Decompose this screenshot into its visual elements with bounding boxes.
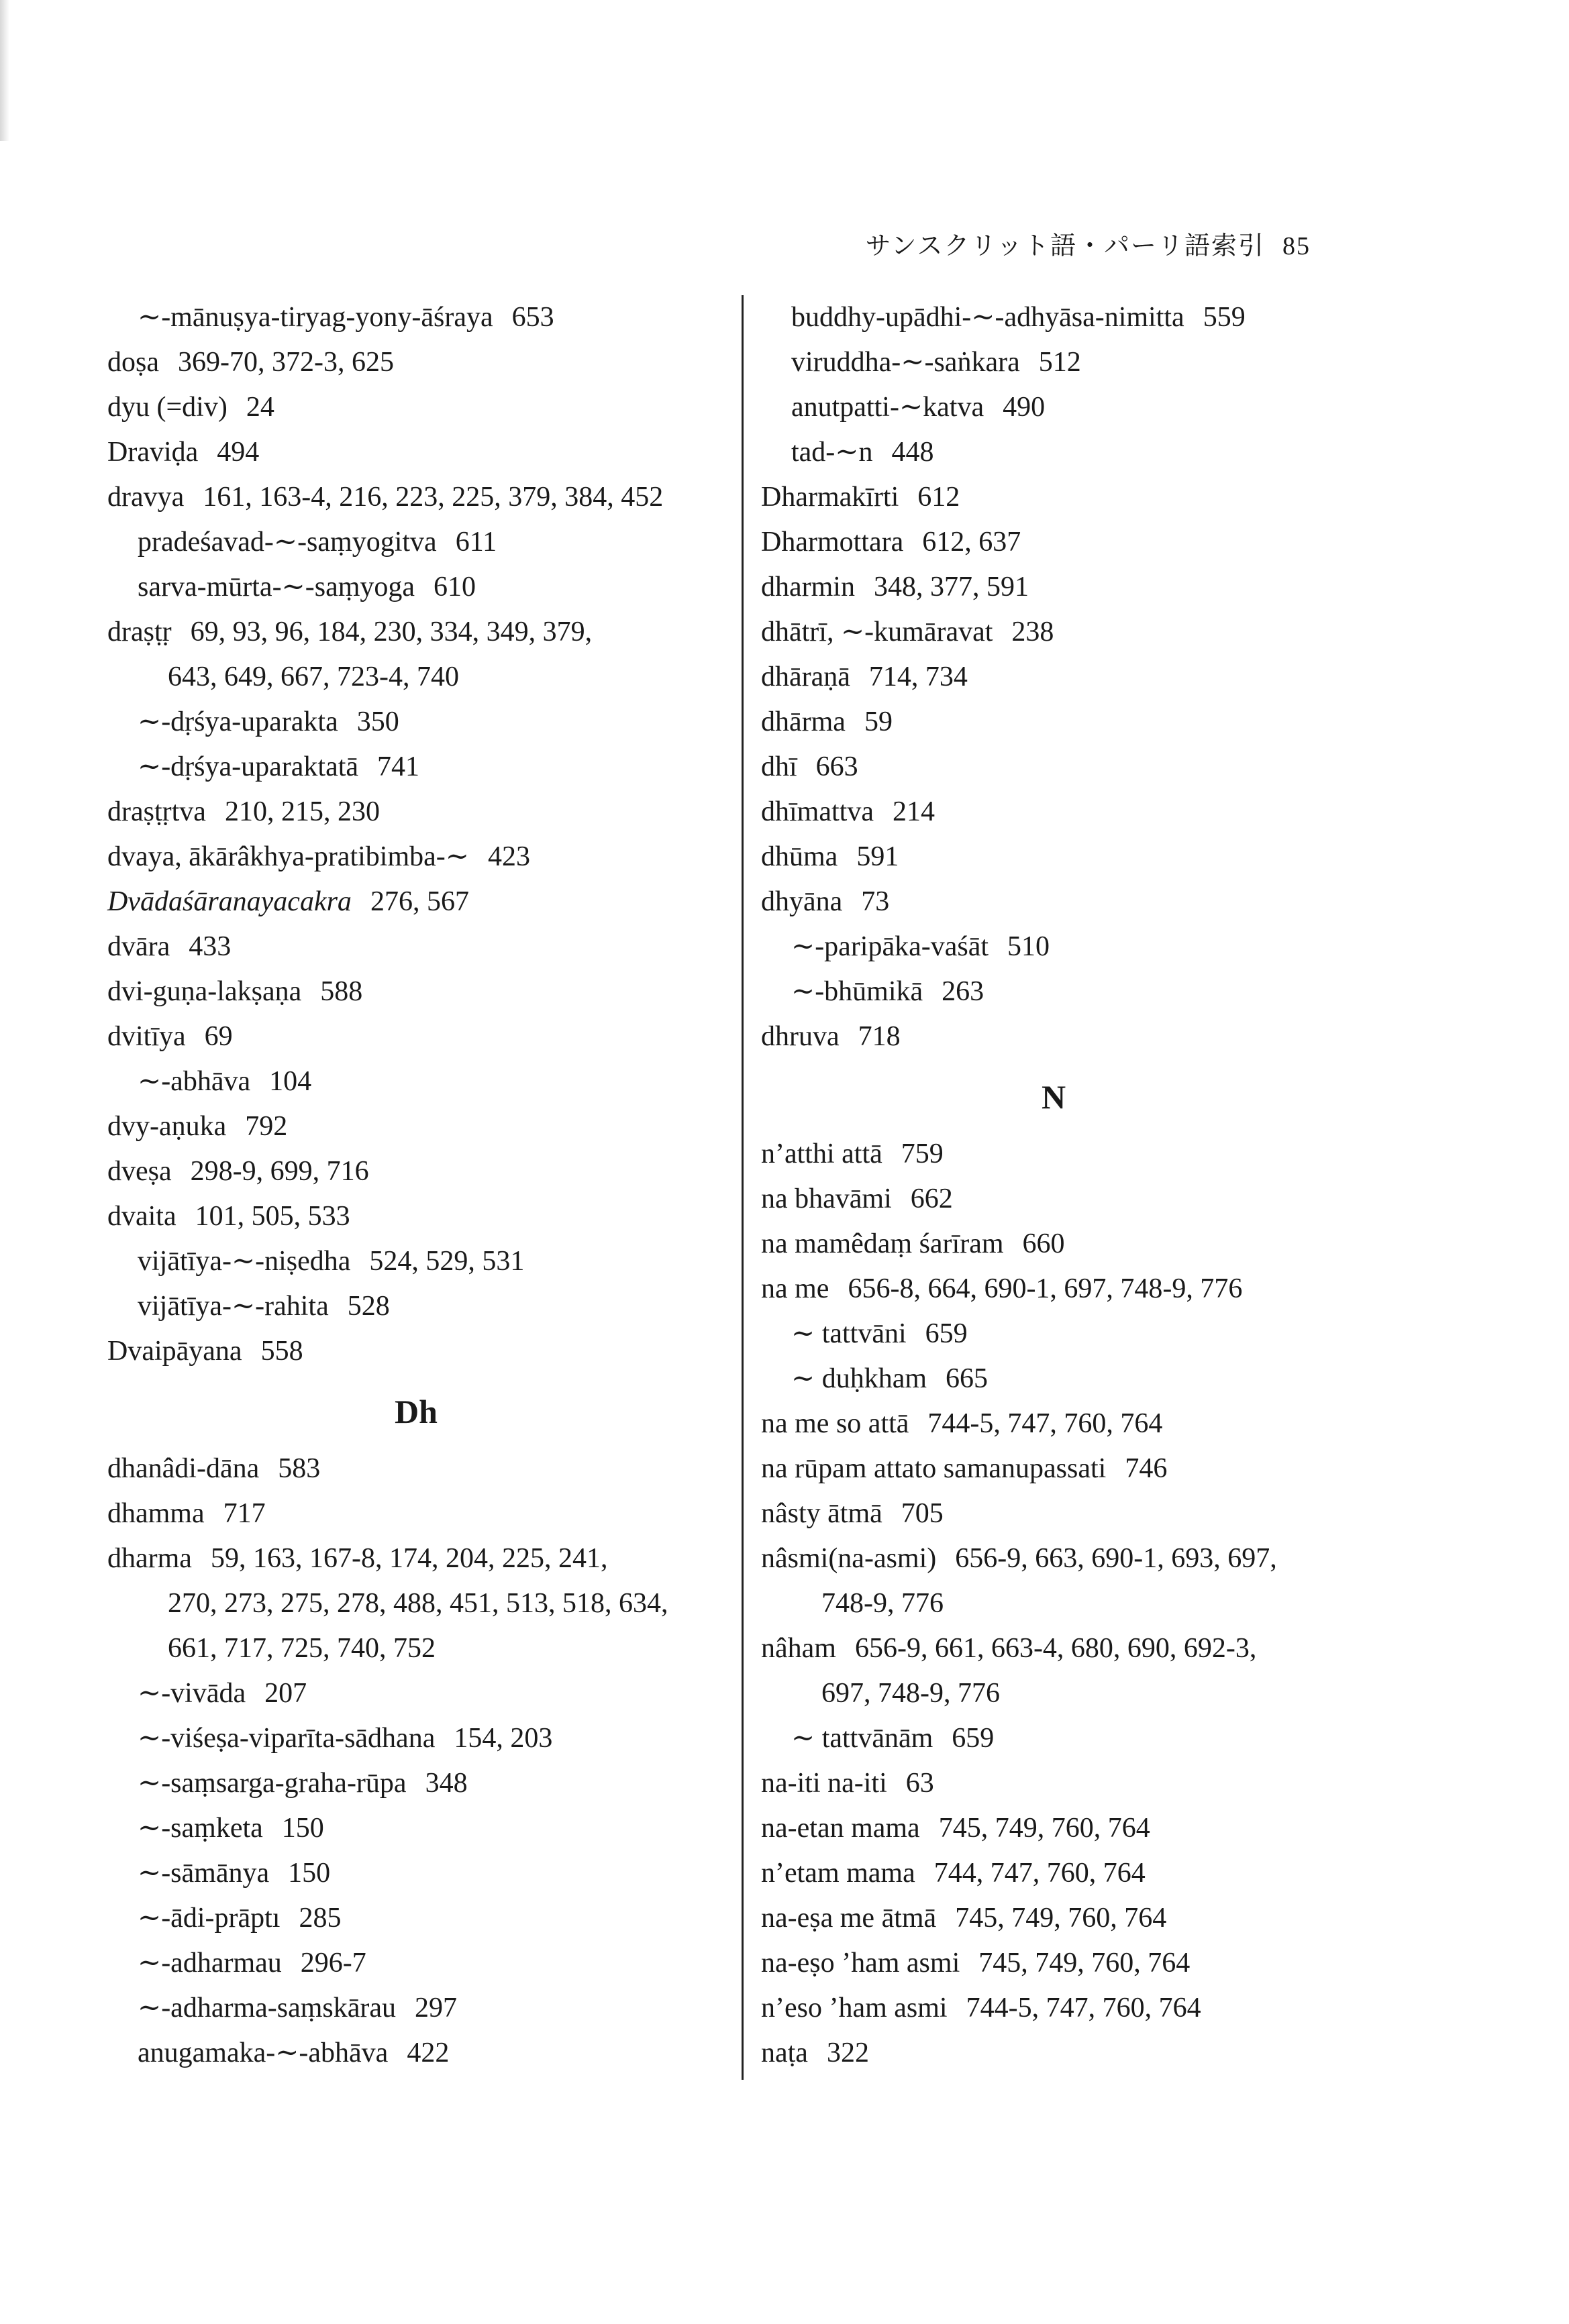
right-index-column [742,295,1348,2080]
index-term: na bhavāmi [761,1183,892,1214]
index-entry [761,1581,1346,1626]
index-entry [761,1626,1346,1671]
index-entry [761,385,1346,430]
running-title: サンスクリット語・パーリ語索引 [865,232,1265,260]
index-term: buddhy-upādhi-∼-adhyāsa-nimitta [791,302,1184,333]
index-term: ∼ duḥkham [791,1363,927,1394]
index-entry [107,1941,725,1986]
index-term: tad-∼n [791,437,873,468]
index-term: dveṣa [107,1156,172,1187]
index-term: na rūpam attato samanupassati [761,1453,1107,1484]
index-entry [761,295,1346,340]
index-pages: 161, 163-4, 216, 223, 225, 379, 384, 452 [203,482,664,513]
index-pages: 745, 749, 760, 764 [955,1903,1167,1934]
index-term: doṣa [107,347,159,378]
index-term: dharma [107,1543,192,1574]
index-pages: 369-70, 372-3, 625 [178,347,394,378]
index-pages: 745, 749, 760, 764 [938,1813,1150,1844]
index-entry [761,835,1346,880]
index-entry [761,1177,1346,1222]
index-term: na mamêdaṃ śarīram [761,1228,1004,1259]
index-entry [107,1986,725,2031]
index-entry [761,1402,1346,1446]
index-entry [761,655,1346,700]
index-pages: 643, 649, 667, 723-4, 740 [168,662,459,692]
index-pages: 63 [905,1768,934,1799]
index-entry [107,1059,725,1104]
index-entry [107,925,725,969]
index-pages: 653 [511,302,554,333]
index-term: ∼-sāmānya [138,1858,270,1889]
index-term: n’atthi attā [761,1139,882,1169]
index-pages: 744, 747, 760, 764 [933,1858,1146,1889]
index-entry [107,385,725,430]
index-pages: 154, 203 [454,1723,553,1754]
index-entry [761,520,1346,565]
index-entry [107,430,725,475]
index-pages: 611 [455,527,497,558]
index-entry [107,2031,725,2076]
index-term: dravya [107,482,185,513]
index-entry [761,1671,1346,1716]
index-entry [107,475,725,520]
index-entry [107,1239,725,1284]
index-pages: 741 [377,751,420,782]
index-term: dvāra [107,931,170,962]
index-term: dyu (=div) [107,392,227,423]
index-pages: 207 [264,1678,307,1709]
index-term: na-etan mama [761,1813,920,1844]
index-pages: 104 [269,1066,312,1097]
right-entries-after [761,1132,1346,2076]
index-entry [107,1284,725,1329]
index-term: nâham [761,1633,836,1664]
index-pages: 583 [278,1453,321,1484]
index-entry [107,520,725,565]
index-pages: 59, 163, 167-8, 174, 204, 225, 241, [210,1543,608,1574]
index-entry [107,1626,725,1671]
index-term: ∼ tattvānām [791,1723,933,1754]
index-entry [107,1329,725,1374]
index-term: Dvādaśāranayacakra [107,886,352,917]
index-entry [761,1851,1346,1896]
index-term: Dharmottara [761,527,904,558]
index-pages: 759 [901,1139,944,1169]
index-term: anugamaka-∼-abhāva [138,2038,389,2068]
index-pages: 659 [925,1318,968,1349]
index-term: dvaita [107,1201,176,1232]
index-entry [107,295,725,340]
index-pages: 348 [425,1768,468,1799]
index-entry [107,610,725,655]
index-pages: 746 [1125,1453,1168,1484]
index-term: dhī [761,751,797,782]
index-pages: 101, 505, 533 [195,1201,350,1232]
index-term: draṣṭṛtva [107,796,206,827]
index-pages: 744-5, 747, 760, 764 [966,1993,1201,2023]
index-pages: 433 [189,931,232,962]
left-entries-after [107,1446,725,2076]
index-pages: 744-5, 747, 760, 764 [927,1408,1163,1439]
index-entry [761,1267,1346,1312]
index-entry [107,880,725,925]
index-entry [761,610,1346,655]
index-term: ∼-bhūmikā [791,976,923,1007]
index-term: Draviḍa [107,437,199,468]
index-pages: 422 [407,2038,450,2068]
index-term: ∼ tattvāni [791,1318,907,1349]
index-entry [107,1194,725,1239]
index-term: vijātīya-∼-rahita [138,1291,329,1322]
index-entry [761,790,1346,835]
index-term: ∼-saṃketa [138,1813,263,1844]
index-entry [107,700,725,745]
index-entry [761,1536,1346,1581]
index-entry [761,340,1346,385]
index-pages: 745, 749, 760, 764 [978,1948,1191,1978]
index-entry [761,969,1346,1014]
index-entry [107,1581,725,1626]
index-entry [761,430,1346,475]
index-pages: 150 [281,1813,324,1844]
section-heading-dh: Dh [395,1393,438,1430]
page-number: 85 [1282,232,1311,260]
index-entry [761,1896,1346,1941]
index-pages: 660 [1022,1228,1065,1259]
index-pages: 559 [1203,302,1246,333]
index-term: naṭa [761,2038,808,2068]
index-entry [107,1716,725,1761]
index-term: Dvaipāyana [107,1336,242,1367]
scan-edge-shadow [0,0,9,141]
index-entry [761,1357,1346,1402]
index-entry [761,925,1346,969]
index-term: dvitīya [107,1021,186,1052]
index-term: ∼-viśeṣa-viparīta-sādhana [138,1723,436,1754]
index-pages: 717 [223,1498,266,1529]
index-term: dhārma [761,706,846,737]
index-pages: 494 [217,437,260,468]
index-term: ∼-paripāka-vaśāt [791,931,989,962]
index-term: ∼-ādi-prāptı [138,1903,281,1934]
index-term: draṣṭṛ [107,617,172,647]
index-entry [761,880,1346,925]
index-entry [107,745,725,790]
index-pages: 263 [942,976,984,1007]
left-entries-before [107,295,725,1374]
index-entry [761,1222,1346,1267]
index-entry [761,1986,1346,2031]
index-pages: 662 [910,1183,953,1214]
index-term: na-iti na-iti [761,1768,887,1799]
index-entry [107,1761,725,1806]
index-term: ∼-vivāda [138,1678,246,1709]
index-pages: 792 [245,1111,288,1142]
index-term: na-eṣa me ātmā [761,1903,937,1934]
index-pages: 663 [815,751,858,782]
index-term: ∼-dṛśya-uparakta [138,706,338,737]
index-term: n’eso ’ham asmi [761,1993,948,2023]
index-entry [107,1896,725,1941]
index-entry [761,1716,1346,1761]
index-term: dhūma [761,841,838,872]
index-entry [761,1941,1346,1986]
index-pages: 322 [826,2038,869,2068]
index-pages: 656-9, 661, 663-4, 680, 690, 692-3, [854,1633,1257,1664]
index-term: ∼-mānuṣya-tiryag-yony-āśraya [138,302,493,333]
index-pages: 276, 567 [370,886,469,917]
index-pages: 350 [356,706,399,737]
index-pages: 490 [1003,392,1046,423]
index-entry [107,1446,725,1491]
index-term: ∼-abhāva [138,1066,251,1097]
index-entry [107,655,725,700]
index-pages: 748-9, 776 [821,1588,944,1619]
index-pages: 610 [434,572,476,602]
index-pages: 69, 93, 96, 184, 230, 334, 349, 379, [190,617,593,647]
index-pages: 150 [288,1858,331,1889]
index-pages: 697, 748-9, 776 [821,1678,1000,1709]
index-pages: 270, 273, 275, 278, 488, 451, 513, 518, 634, [168,1588,668,1619]
index-pages: 588 [320,976,363,1007]
index-term: dhanâdi-dāna [107,1453,260,1484]
index-term: Dharmakīrti [761,482,899,513]
index-term: dhīmattva [761,796,874,827]
index-entry [107,835,725,880]
index-term: dvy-aṇuka [107,1111,227,1142]
index-pages: 612 [917,482,960,513]
index-entry [761,1761,1346,1806]
index-term: vijātīya-∼-niṣedha [138,1246,351,1277]
index-pages: 510 [1007,931,1050,962]
index-entry [107,1671,725,1716]
index-entry [107,1104,725,1149]
index-pages: 210, 215, 230 [224,796,380,827]
index-term: viruddha-∼-saṅkara [791,347,1020,378]
index-pages: 448 [891,437,934,468]
index-term: n’etam mama [761,1858,915,1889]
index-entry [761,475,1346,520]
index-pages: 348, 377, 591 [873,572,1029,602]
index-entry [761,1491,1346,1536]
index-entry [107,1149,725,1194]
index-entry [107,969,725,1014]
right-entries-before [761,295,1346,1059]
index-pages: 298-9, 699, 716 [190,1156,369,1187]
index-pages: 214 [892,796,935,827]
index-pages: 238 [1011,617,1054,647]
index-pages: 24 [246,392,274,423]
index-pages: 714, 734 [868,662,968,692]
index-entry [761,1132,1346,1177]
index-entry [761,1014,1346,1059]
index-pages: 661, 717, 725, 740, 752 [168,1633,436,1664]
index-term: pradeśavad-∼-saṃyogitva [138,527,437,558]
index-pages: 591 [856,841,899,872]
index-pages: 705 [901,1498,944,1529]
index-term: ∼-dṛśya-uparaktatā [138,751,359,782]
index-term: dhamma [107,1498,205,1529]
index-entry [107,1491,725,1536]
index-pages: 285 [299,1903,342,1934]
index-entry [761,700,1346,745]
index-term: ∼-saṃsarga-graha-rūpa [138,1768,407,1799]
index-entry [761,565,1346,610]
index-entry [107,1014,725,1059]
index-entry [761,1446,1346,1491]
index-entry [761,1806,1346,1851]
index-term: dhātrī, ∼-kumāravat [761,617,993,647]
running-header [866,225,1311,262]
index-entry [761,2031,1346,2076]
index-pages: 665 [946,1363,989,1394]
index-entry [107,790,725,835]
index-term: dhruva [761,1021,840,1052]
index-pages: 718 [858,1021,901,1052]
index-pages: 659 [952,1723,995,1754]
index-pages: 656-8, 664, 690-1, 697, 748-9, 776 [848,1273,1243,1304]
index-entry [107,565,725,610]
index-term: dvaya, ākārâkhya-pratibimba-∼ [107,841,469,872]
index-pages: 558 [260,1336,303,1367]
index-term: nâsmi(na-asmi) [761,1543,937,1574]
index-term: dharmin [761,572,855,602]
index-term: nâsty ātmā [761,1498,882,1529]
index-entry [761,745,1346,790]
index-pages: 524, 529, 531 [369,1246,525,1277]
index-term: na-eṣo ’ham asmi [761,1948,960,1978]
index-pages: 612, 637 [922,527,1021,558]
index-term: ∼-adharma-saṃskārau [138,1993,397,2023]
index-entry [107,1536,725,1581]
index-pages: 73 [861,886,890,917]
index-pages: 423 [487,841,530,872]
left-index-column [107,295,725,2076]
index-pages: 69 [204,1021,233,1052]
index-term: sarva-mūrta-∼-saṃyoga [138,572,415,602]
index-term: dhāraṇā [761,662,850,692]
index-term: dvi-guṇa-lakṣaṇa [107,976,302,1007]
index-entry [107,1851,725,1896]
index-term: na me so attā [761,1408,909,1439]
index-entry [107,1806,725,1851]
index-term: dhyāna [761,886,843,917]
index-entry [107,340,725,385]
index-pages: 512 [1038,347,1081,378]
index-pages: 297 [415,1993,458,2023]
index-pages: 296-7 [300,1948,366,1978]
index-term: ∼-adharmau [138,1948,282,1978]
section-heading-n: N [1041,1078,1066,1116]
index-pages: 59 [864,706,893,737]
index-term: anutpatti-∼katva [791,392,984,423]
index-entry [761,1312,1346,1357]
index-term: na me [761,1273,829,1304]
index-pages: 656-9, 663, 690-1, 693, 697, [955,1543,1277,1574]
index-pages: 528 [347,1291,390,1322]
